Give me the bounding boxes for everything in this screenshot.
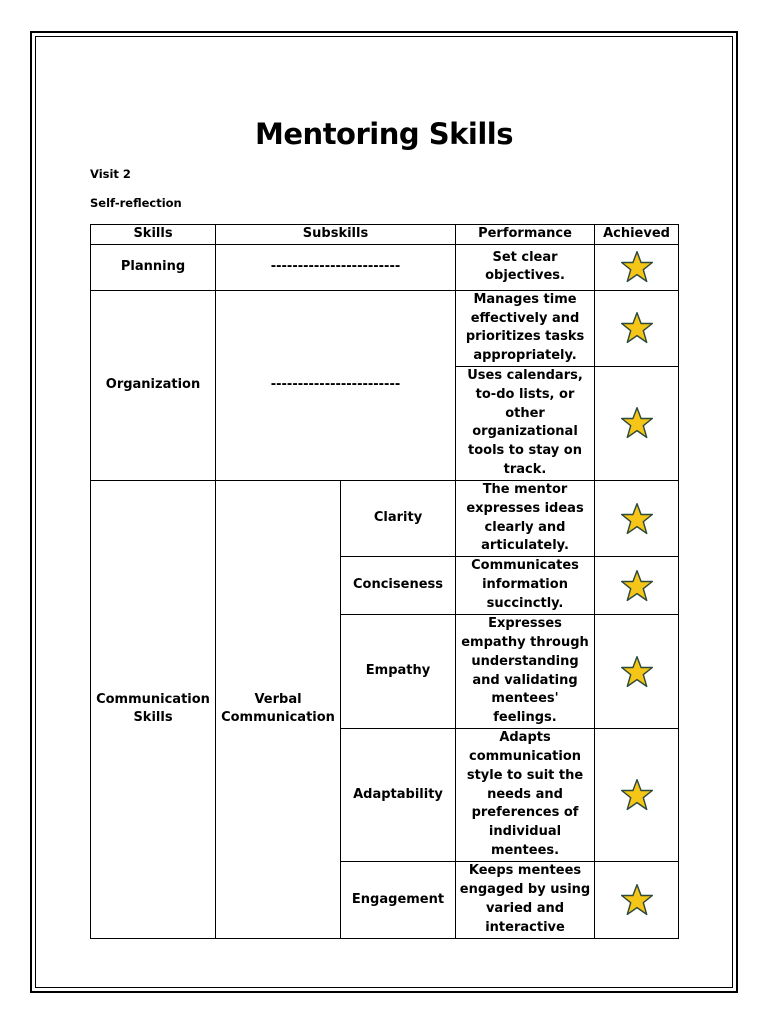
header-performance: Performance	[456, 225, 595, 245]
visit-label: Visit 2	[90, 167, 131, 181]
performance-cell: The mentor expresses ideas clearly and articulately.	[456, 480, 595, 556]
skill-planning: Planning	[91, 244, 216, 290]
subskill-conciseness: Conciseness	[341, 557, 456, 615]
table-row	[91, 480, 679, 556]
achieved-cell	[595, 728, 679, 861]
subskill-placeholder: ------------------------	[216, 244, 456, 290]
header-skills: Skills	[91, 225, 216, 245]
table-row	[91, 290, 679, 366]
subskill-engagement: Engagement	[341, 861, 456, 938]
star-icon	[619, 654, 655, 690]
performance-cell: Expresses empathy through understanding and validating mentees' feelings.	[456, 615, 595, 729]
achieved-cell	[595, 366, 679, 480]
performance-cell: Set clear objectives.	[456, 244, 595, 290]
star-icon	[619, 249, 655, 285]
page-title: Mentoring Skills	[255, 117, 513, 151]
star-icon	[619, 405, 655, 441]
performance-cell: Manages time effectively and prioritizes tasks appropriately.	[456, 290, 595, 366]
achieved-cell	[595, 615, 679, 729]
table-header-row	[91, 225, 679, 245]
subskill-adaptability: Adaptability	[341, 728, 456, 861]
star-icon	[619, 568, 655, 604]
achieved-cell	[595, 480, 679, 556]
achieved-cell	[595, 861, 679, 938]
header-subskills: Subskills	[216, 225, 456, 245]
skills-table	[90, 224, 679, 939]
subskill-placeholder: ------------------------	[216, 290, 456, 480]
performance-cell: Keeps mentees engaged by using varied and interactive	[456, 861, 595, 938]
star-icon	[619, 310, 655, 346]
self-reflection-label: Self-reflection	[90, 196, 182, 210]
header-achieved: Achieved	[595, 225, 679, 245]
star-icon	[619, 882, 655, 918]
achieved-cell	[595, 557, 679, 615]
star-icon	[619, 777, 655, 813]
table-row	[91, 244, 679, 290]
achieved-cell	[595, 290, 679, 366]
subskill-verbal-communication: Verbal Communication	[216, 480, 341, 938]
star-icon	[619, 501, 655, 537]
skill-organization: Organization	[91, 290, 216, 480]
subskill-clarity: Clarity	[341, 480, 456, 556]
performance-cell: Adapts communication style to suit the needs and preferences of individual mentees.	[456, 728, 595, 861]
performance-cell: Uses calendars, to-do lists, or other organizational tools to stay on track.	[456, 366, 595, 480]
skill-communication: Communication Skills	[91, 480, 216, 938]
performance-cell: Communicates information succinctly.	[456, 557, 595, 615]
achieved-cell	[595, 244, 679, 290]
subskill-empathy: Empathy	[341, 615, 456, 729]
